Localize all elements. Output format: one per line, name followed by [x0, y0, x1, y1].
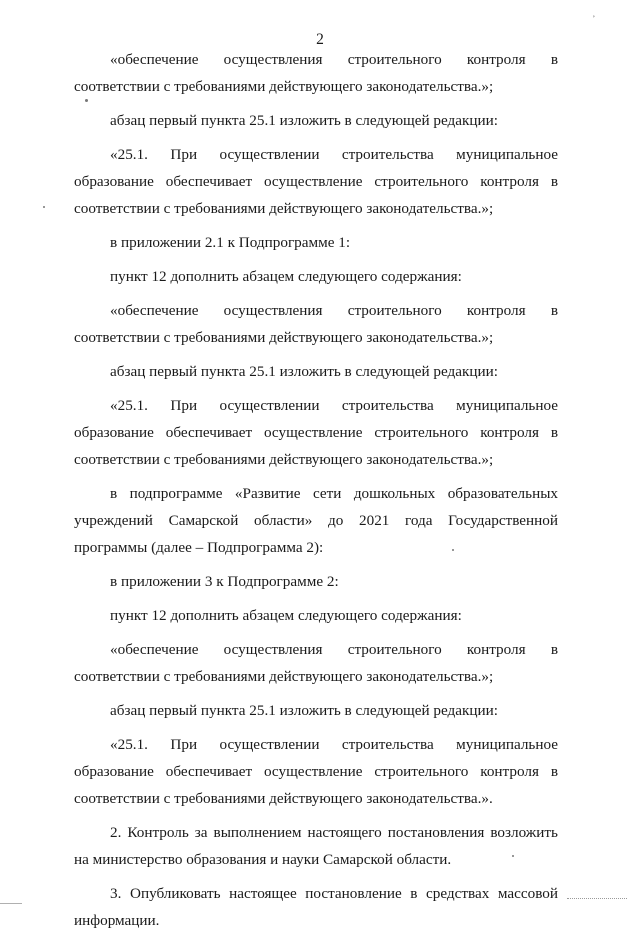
- paragraph-8: «25.1. При осуществлении строительства муниципальное образование обеспечивает осуществление строительного контроля в соответствии с требованиями действующего законодательства.»;: [74, 397, 558, 468]
- scan-edge-line: [0, 903, 22, 904]
- scan-artifact-line: [567, 898, 627, 899]
- scan-speck: [85, 99, 88, 102]
- paragraph-10: в приложении 3 к Подпрограмме 2:: [110, 573, 339, 590]
- scan-speck: [43, 206, 45, 208]
- corner-mark: ᾿: [592, 14, 596, 26]
- paragraph-7: абзац первый пункта 25.1 изложить в следующей редакции:: [110, 363, 498, 380]
- paragraph-4: в приложении 2.1 к Подпрограмме 1:: [110, 234, 351, 251]
- paragraph-9: в подпрограмме «Развитие сети дошкольных образовательных учреждений Самарской области» до 2021 года Государственной программы (далее – Подпрограмма 2):: [74, 485, 558, 556]
- paragraph-2: абзац первый пункта 25.1 изложить в следующей редакции:: [110, 112, 498, 129]
- paragraph-3: «25.1. При осуществлении строительства муниципальное образование обеспечивает осуществление строительного контроля в соответствии с требованиями действующего законодательства.»;: [74, 146, 558, 217]
- paragraph-15: 2. Контроль за выполнением настоящего постановления возложить на министерство образования и науки Самарской области.: [74, 824, 558, 868]
- page-number: 2: [316, 31, 324, 48]
- paragraph-16: 3. Опубликовать настоящее постановление в средствах массовой информации.: [74, 885, 558, 929]
- paragraph-13: абзац первый пункта 25.1 изложить в следующей редакции:: [110, 702, 498, 719]
- paragraph-12: «обеспечение осуществления строительного контроля в соответствии с требованиями действующего законодательства.»;: [74, 641, 558, 685]
- paragraph-11: пункт 12 дополнить абзацем следующего содержания:: [110, 607, 462, 624]
- scan-speck: [512, 855, 514, 857]
- document-body: [74, 46, 558, 934]
- paragraph-5: пункт 12 дополнить абзацем следующего содержания:: [110, 268, 462, 285]
- paragraph-1: «обеспечение осуществления строительного контроля в соответствии с требованиями действующего законодательства.»;: [74, 51, 558, 95]
- paragraph-14: «25.1. При осуществлении строительства муниципальное образование обеспечивает осуществление строительного контроля в соответствии с требованиями действующего законодательства.».: [74, 736, 558, 807]
- scan-speck: [452, 549, 454, 551]
- paragraph-6: «обеспечение осуществления строительного контроля в соответствии с требованиями действующего законодательства.»;: [74, 302, 558, 346]
